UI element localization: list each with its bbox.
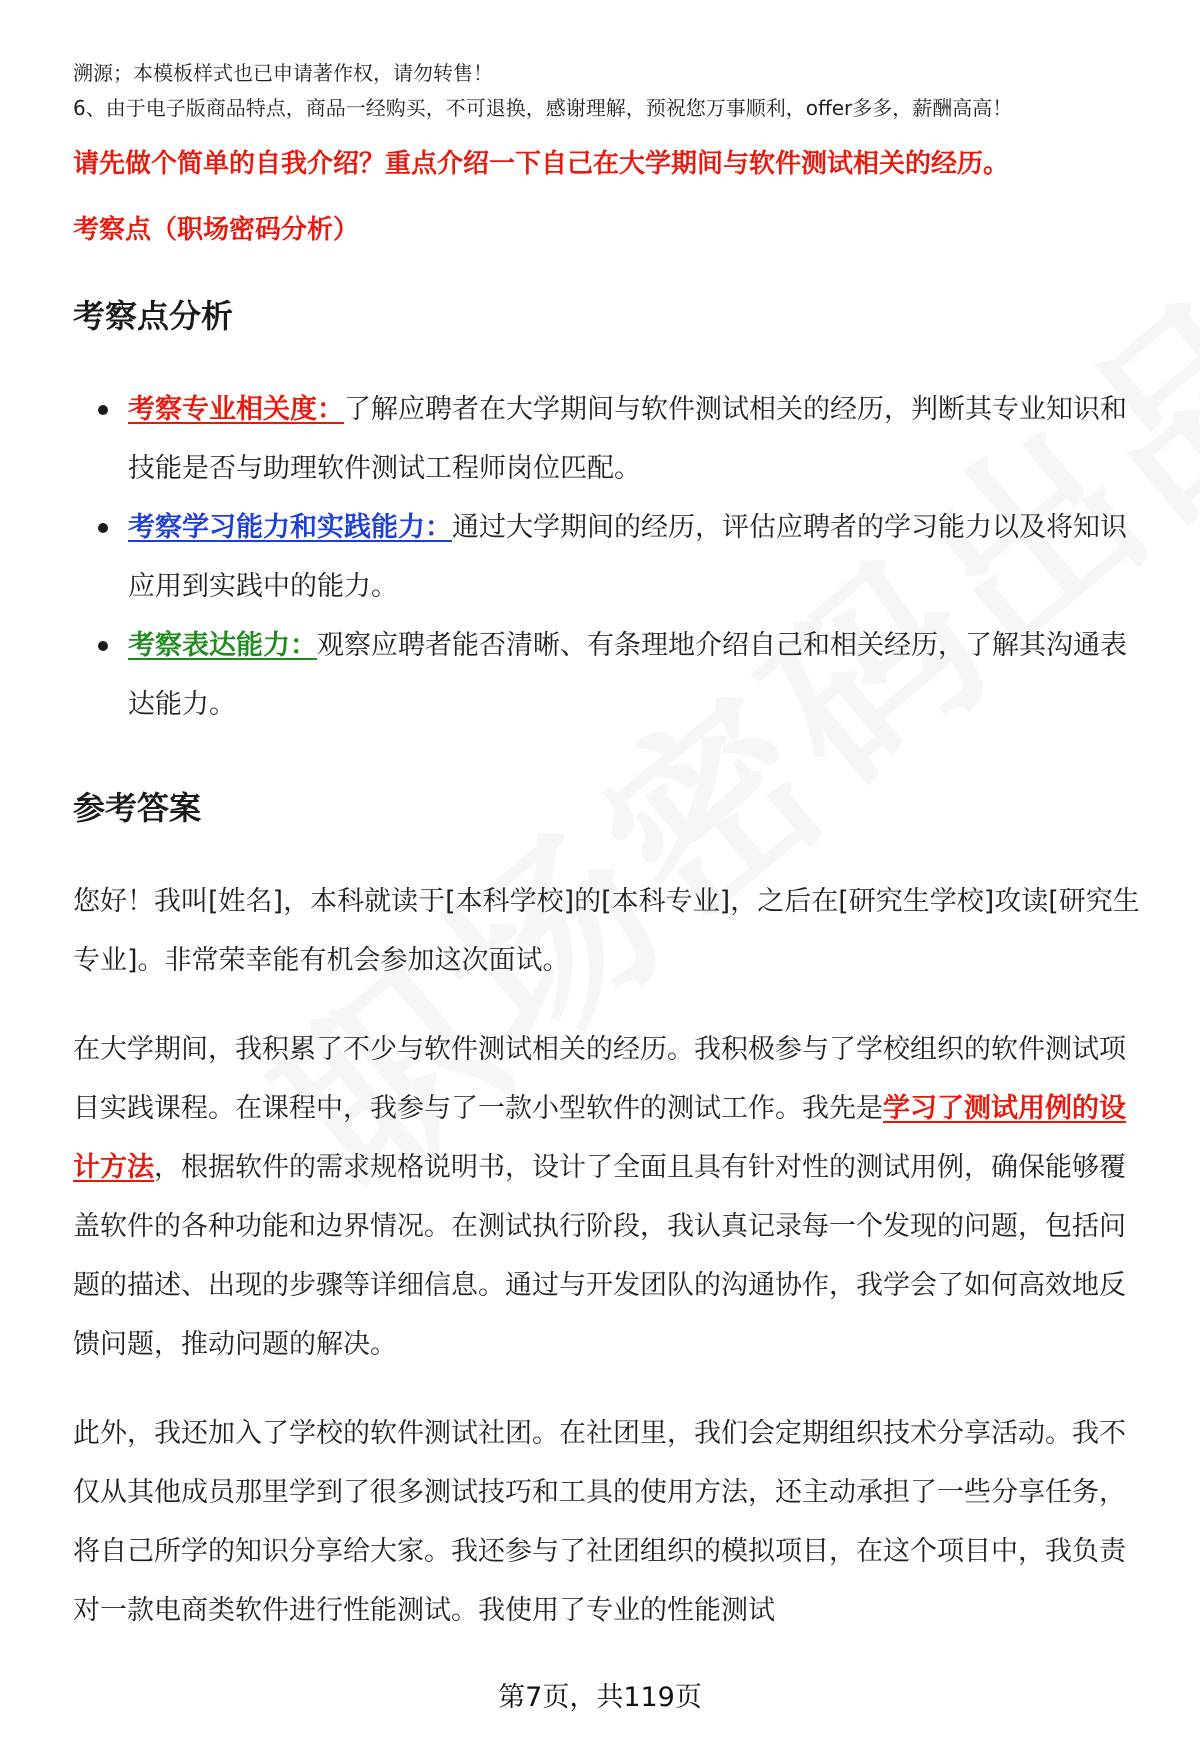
keyword-professional-relevance: 考察专业相关度：: [128, 394, 344, 425]
keyword-learning-practice: 考察学习能力和实践能力：: [128, 512, 452, 543]
notice-block: [73, 56, 1150, 126]
list-item: [73, 498, 1150, 616]
analysis-subheading: 考察点（职场密码分析）: [73, 215, 360, 245]
item-text: 了解应聘者在大学期间与软件测试相关的经历，判断其专业知识和技能是否与助理软件测试工程师岗位匹配。: [128, 394, 1127, 484]
list-item: [73, 380, 1150, 498]
paragraph-text: 在大学期间，我积累了不少与软件测试相关的经历。我积极参与了学校组织的软件测试项目实践课程。在课程中，我参与了一款小型软件的测试工作。我先是: [73, 1034, 1126, 1124]
page-content: [73, 56, 1150, 1640]
analysis-section-title: 考察点分析: [73, 297, 234, 335]
answer-paragraph-3: 此外，我还加入了学校的软件测试社团。在社团里，我们会定期组织技术分享活动。我不仅从其他成员那里学到了很多测试技巧和工具的使用方法，还主动承担了一些分享任务，将自己所学的知识分享给大家。我还参与了社团组织的模拟项目，在这个项目中，我负责对一款电商类软件进行性能测试。我使用了专业的性能测试: [73, 1418, 1126, 1626]
list-item: [73, 616, 1150, 734]
answer-paragraph-2: [73, 1020, 1150, 1374]
notice-line-2: 6、由于电子版商品特点，商品一经购买，不可退换，感谢理解，预祝您万事顺利，offer多多，薪酬高高！: [73, 96, 1013, 120]
item-text: 观察应聘者能否清晰、有条理地介绍自己和相关经历，了解其沟通表达能力。: [128, 630, 1127, 720]
paragraph-text: ，根据软件的需求规格说明书，设计了全面且具有针对性的测试用例，确保能够覆盖软件的各种功能和边界情况。在测试执行阶段，我认真记录每一个发现的问题，包括问题的描述、出现的步骤等详细信息。通过与开发团队的沟通协作，我学会了如何高效地反馈问题，推动问题的解决。: [73, 1152, 1126, 1360]
analysis-list: [73, 380, 1150, 734]
keyword-expression: 考察表达能力：: [128, 630, 317, 661]
answer-section-title: 参考答案: [73, 789, 202, 827]
answer-paragraph-1: 您好！我叫[姓名]，本科就读于[本科学校]的[本科专业]，之后在[研究生学校]攻读[研究生专业]。非常荣幸能有机会参加这次面试。: [73, 886, 1140, 976]
highlight-text: 学习了测试用例的设计方法: [73, 1093, 1126, 1183]
interview-question: 请先做个简单的自我介绍？重点介绍一下自己在大学期间与软件测试相关的经历。: [73, 149, 1010, 179]
page-number: 第7页，共119页: [498, 1682, 702, 1713]
item-text: 通过大学期间的经历，评估应聘者的学习能力以及将知识应用到实践中的能力。: [128, 512, 1127, 602]
notice-line-1: 溯源；本模板样式也已申请著作权，请勿转售！: [73, 61, 493, 85]
